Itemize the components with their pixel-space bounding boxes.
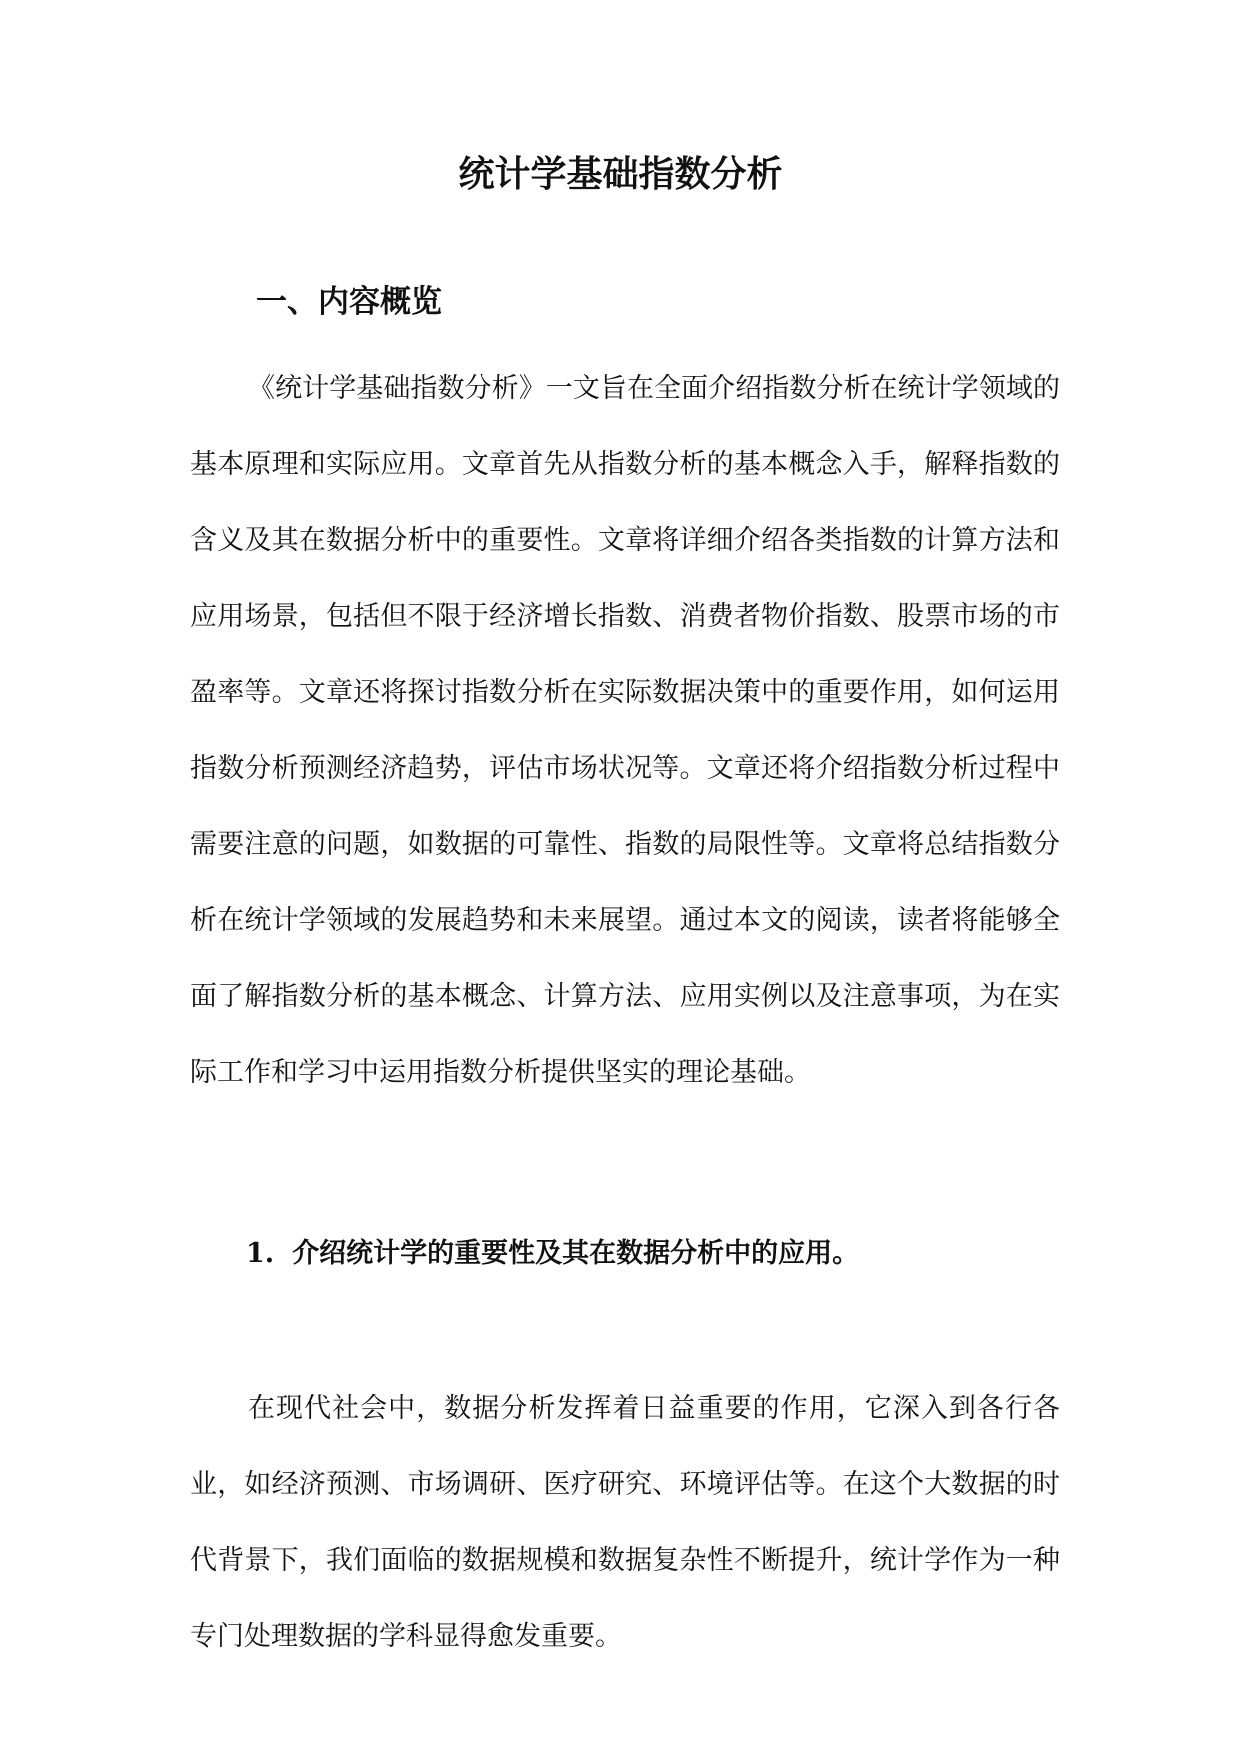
subsection-heading xyxy=(246,1232,859,1276)
section-heading-overview: 一、内容概览 xyxy=(256,284,442,320)
subsection-heading-text: 介绍统计学的重要性及其在数据分析中的应用。 xyxy=(292,1238,860,1269)
page-title: 统计学基础指数分析 xyxy=(458,154,783,195)
subsection-number: 1. xyxy=(246,1238,275,1269)
subsection-paragraph: 在现代社会中，数据分析发挥着日益重要的作用，它深入到各行各业，如经济预测、市场调研、医疗研究、环境评估等。在这个大数据的时代背景下，我们面临的数据规模和数据复杂性不断提升，统计学作为一种专门处理数据的学科显得愈发重要。 xyxy=(190,1393,1060,1652)
overview-paragraph: 《统计学基础指数分析》一文旨在全面介绍指数分析在统计学领域的基本原理和实际应用。文章首先从指数分析的基本概念入手，解释指数的含义及其在数据分析中的重要性。文章将详细介绍各类指数的计算方法和应用场景，包括但不限于经济增长指数、消费者物价指数、股票市场的市盈率等。文章还将探讨指数分析在实际数据决策中的重要作用，如何运用指数分析预测经济趋势，评估市场状况等。文章还将介绍指数分析过程中需要注意的问题，如数据的可靠性、指数的局限性等。文章将总结指数分析在统计学领域的发展趋势和未来展望。通过本文的阅读，读者将能够全面了解指数分析的基本概念、计算方法、应用实例以及注意事项，为在实际工作和学习中运用指数分析提供坚实的理论基础。 xyxy=(190,373,1060,1088)
